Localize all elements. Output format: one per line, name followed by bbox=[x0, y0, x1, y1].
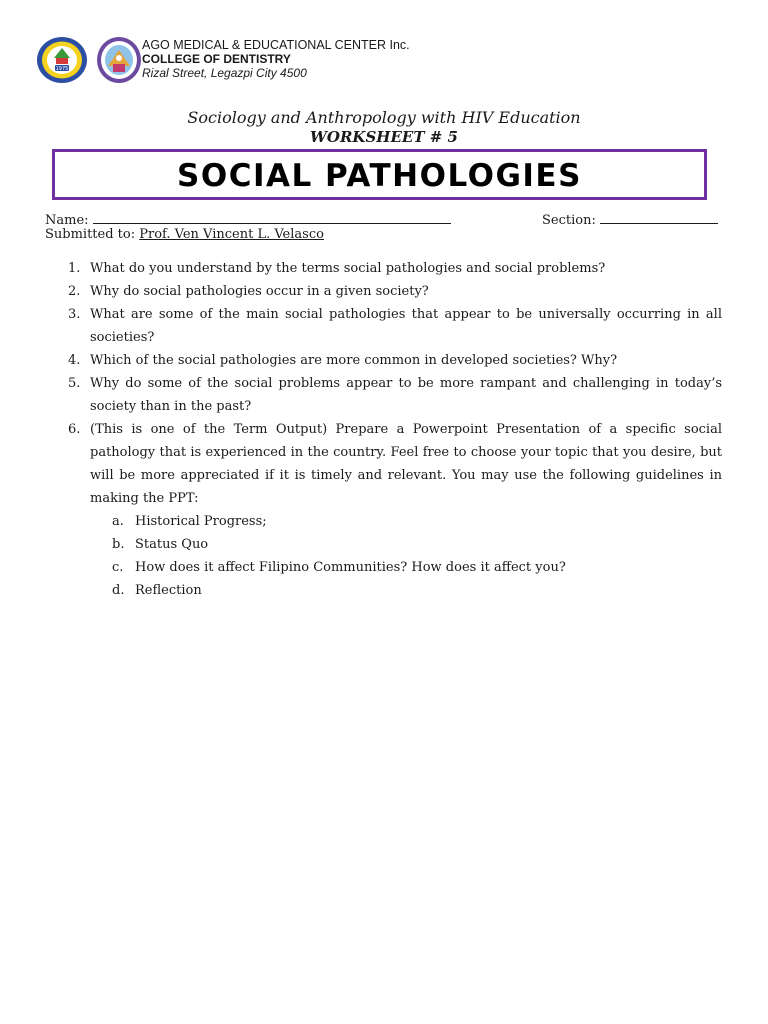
question-item bbox=[68, 418, 722, 602]
letterhead-text bbox=[142, 38, 410, 80]
name-blank[interactable] bbox=[93, 211, 451, 224]
submitted-to-name: Prof. Ven Vincent L. Velasco bbox=[139, 227, 324, 242]
question-text: (This is one of the Term Output) Prepare a Powerpoint Presentation of a specific social pathology that is experienced in the country. Feel free to choose your topic that you desire, but will be more appreciated if it is timely and relevant. You may use the following guidelines in making the PPT: bbox=[90, 422, 722, 506]
logo-year: 1975 bbox=[55, 66, 69, 72]
guideline-item bbox=[90, 510, 722, 533]
guideline-text: Status Quo bbox=[135, 537, 209, 552]
guideline-letter: d. bbox=[112, 583, 125, 598]
section-label: Section: bbox=[542, 213, 596, 228]
submitted-to-row bbox=[45, 227, 324, 242]
title-box bbox=[52, 149, 707, 200]
guideline-letter: c. bbox=[112, 560, 124, 575]
question-item bbox=[68, 257, 722, 280]
school-seal-icon bbox=[36, 36, 88, 84]
college-name: COLLEGE OF DENTISTRY bbox=[142, 52, 291, 66]
section-blank[interactable] bbox=[600, 211, 718, 224]
section-field bbox=[542, 211, 718, 228]
address: Rizal Street, Legazpi City 4500 bbox=[142, 66, 307, 80]
institution-name: AGO MEDICAL & EDUCATIONAL CENTER Inc. bbox=[142, 38, 410, 52]
question-number: 1. bbox=[68, 261, 81, 276]
question-text: Which of the social pathologies are more common in developed societies? Why? bbox=[90, 353, 618, 368]
question-number: 3. bbox=[68, 307, 81, 322]
question-number: 4. bbox=[68, 353, 81, 368]
guideline-letter: a. bbox=[112, 514, 124, 529]
name-section-row bbox=[45, 211, 725, 228]
question-item bbox=[68, 303, 722, 349]
page-title: SOCIAL PATHOLOGIES bbox=[177, 158, 582, 194]
question-text: What are some of the main social pathologies that appear to be universally occurring in all societies? bbox=[90, 307, 722, 345]
worksheet-number: WORKSHEET # 5 bbox=[310, 128, 458, 146]
question-text: Why do some of the social problems appear to be more rampant and challenging in today’s society than in the past? bbox=[90, 376, 722, 414]
college-seal-icon bbox=[96, 36, 142, 84]
subject-title: Sociology and Anthropology with HIV Education bbox=[187, 108, 581, 127]
question-item bbox=[68, 372, 722, 418]
question-text: Why do social pathologies occur in a given society? bbox=[90, 284, 429, 299]
question-item bbox=[68, 349, 722, 372]
guideline-text: How does it affect Filipino Communities? How does it affect you? bbox=[135, 560, 566, 575]
guideline-text: Reflection bbox=[135, 583, 202, 598]
guideline-item bbox=[90, 533, 722, 556]
guideline-item bbox=[90, 579, 722, 602]
submitted-label: Submitted to: bbox=[45, 227, 136, 242]
guideline-item bbox=[90, 556, 722, 579]
question-text: What do you understand by the terms social pathologies and social problems? bbox=[90, 261, 606, 276]
question-number: 6. bbox=[68, 422, 81, 437]
guideline-letter: b. bbox=[112, 537, 125, 552]
question-number: 5. bbox=[68, 376, 81, 391]
question-list bbox=[68, 257, 722, 602]
letterhead bbox=[36, 32, 636, 88]
guideline-list bbox=[90, 510, 722, 602]
question-item bbox=[68, 280, 722, 303]
name-label: Name: bbox=[45, 213, 89, 228]
guideline-text: Historical Progress; bbox=[135, 514, 267, 529]
question-number: 2. bbox=[68, 284, 81, 299]
